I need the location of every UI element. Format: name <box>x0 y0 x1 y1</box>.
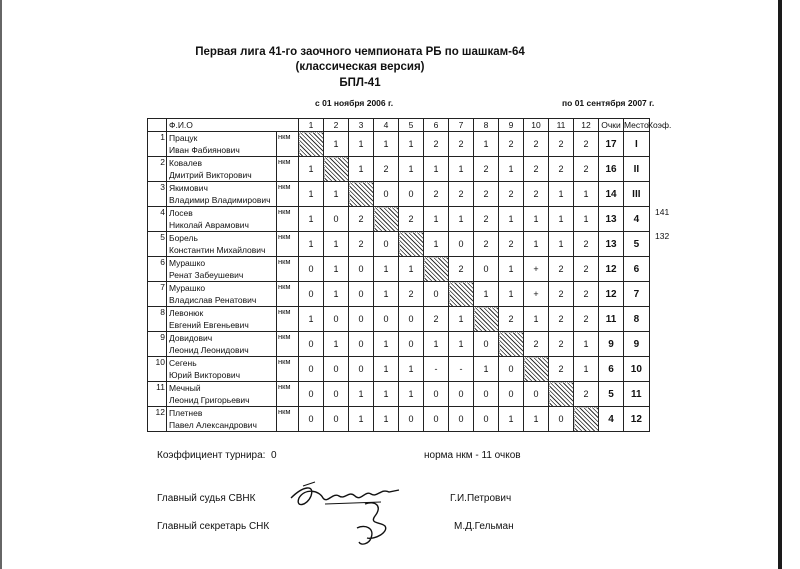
header-place: Место <box>624 120 649 130</box>
result-cell: 1 <box>499 157 524 182</box>
place-cell: 5 <box>624 232 650 257</box>
place-cell: 6 <box>624 257 650 282</box>
player-name <box>167 407 277 432</box>
diagonal-cell <box>349 182 374 207</box>
result-cell: 1 <box>399 257 424 282</box>
result-cell: 1 <box>574 332 599 357</box>
result-cell: 2 <box>574 132 599 157</box>
player-name <box>167 382 277 407</box>
result-cell: 1 <box>349 157 374 182</box>
result-cell: 1 <box>374 382 399 407</box>
result-cell: 1 <box>374 357 399 382</box>
result-cell: 1 <box>399 357 424 382</box>
result-cell: 0 <box>449 232 474 257</box>
header-round: 8 <box>474 119 499 132</box>
header-points: Очки <box>599 119 624 132</box>
result-cell: 0 <box>299 382 324 407</box>
player-surname: Якимович <box>169 183 208 193</box>
player-name <box>167 132 277 157</box>
player-name <box>167 282 277 307</box>
result-cell: 1 <box>324 232 349 257</box>
result-cell: 1 <box>324 132 349 157</box>
result-cell: 0 <box>349 332 374 357</box>
secretary-name: М.Д.Гельман <box>454 521 514 532</box>
result-cell: 1 <box>349 382 374 407</box>
result-cell: 0 <box>499 357 524 382</box>
result-cell: 0 <box>299 282 324 307</box>
result-cell: 2 <box>549 157 574 182</box>
points-cell: 12 <box>599 257 624 282</box>
player-given-names: Ренат Забеушевич <box>169 270 244 280</box>
result-cell: 1 <box>424 157 449 182</box>
table-row <box>148 132 650 157</box>
result-cell: 1 <box>424 332 449 357</box>
result-cell: 0 <box>524 382 549 407</box>
result-cell: 0 <box>549 407 574 432</box>
diagonal-cell <box>549 382 574 407</box>
table-row <box>148 382 650 407</box>
result-cell: 1 <box>449 307 474 332</box>
result-cell: 2 <box>549 307 574 332</box>
diagonal-cell <box>474 307 499 332</box>
place-cell: 8 <box>624 307 650 332</box>
result-cell: 0 <box>449 407 474 432</box>
player-name <box>167 332 277 357</box>
result-cell: 2 <box>474 207 499 232</box>
result-cell: 2 <box>549 357 574 382</box>
result-cell: 1 <box>324 332 349 357</box>
player-name <box>167 357 277 382</box>
header-round: 9 <box>499 119 524 132</box>
result-cell: 0 <box>424 382 449 407</box>
norm-cell: нкм <box>277 132 299 157</box>
table-row <box>148 282 650 307</box>
result-cell: 2 <box>449 257 474 282</box>
row-number: 6 <box>148 257 167 282</box>
player-surname: Борель <box>169 233 198 243</box>
player-given-names: Владислав Ренатович <box>169 295 257 305</box>
koef-header: Коэф. <box>648 120 672 130</box>
result-cell: + <box>524 257 549 282</box>
result-cell: 0 <box>474 407 499 432</box>
result-cell: - <box>424 357 449 382</box>
result-cell: 0 <box>474 382 499 407</box>
result-cell: 2 <box>549 132 574 157</box>
result-cell: 0 <box>324 407 349 432</box>
result-cell: 1 <box>524 307 549 332</box>
result-cell: 2 <box>474 232 499 257</box>
norm-cell: нкм <box>277 207 299 232</box>
player-surname: Мурашко <box>169 258 206 268</box>
row-number: 5 <box>148 232 167 257</box>
result-cell: 2 <box>374 157 399 182</box>
result-cell: 2 <box>449 182 474 207</box>
result-cell: 2 <box>549 257 574 282</box>
row-number: 11 <box>148 382 167 407</box>
player-given-names: Леонид Григорьевич <box>169 395 250 405</box>
diagonal-cell <box>299 132 324 157</box>
place-cell: 4 <box>624 207 650 232</box>
result-cell: 1 <box>374 132 399 157</box>
norm-cell: нкм <box>277 257 299 282</box>
result-cell: 2 <box>524 132 549 157</box>
result-cell: 1 <box>399 382 424 407</box>
result-cell: 0 <box>499 382 524 407</box>
result-cell: 1 <box>299 232 324 257</box>
table-row <box>148 357 650 382</box>
header-round: 4 <box>374 119 399 132</box>
result-cell: - <box>449 357 474 382</box>
result-cell: 1 <box>349 132 374 157</box>
result-cell: 2 <box>574 382 599 407</box>
table-row <box>148 182 650 207</box>
result-cell: 2 <box>499 132 524 157</box>
points-cell: 5 <box>599 382 624 407</box>
title-line-2: (классическая версия) <box>295 61 425 73</box>
result-cell: 2 <box>399 207 424 232</box>
diagonal-cell <box>449 282 474 307</box>
result-cell: 0 <box>349 257 374 282</box>
result-cell: 1 <box>424 207 449 232</box>
player-given-names: Николай Аврамович <box>169 220 249 230</box>
diagonal-cell <box>499 332 524 357</box>
player-surname: Працук <box>169 133 198 143</box>
row-number: 1 <box>148 132 167 157</box>
result-cell: 0 <box>299 257 324 282</box>
result-cell: 1 <box>499 207 524 232</box>
coef-value: 0 <box>271 450 277 461</box>
result-cell: 1 <box>324 257 349 282</box>
secretary-signature <box>345 498 405 550</box>
result-cell: 0 <box>349 307 374 332</box>
table-row <box>148 407 650 432</box>
crosstable <box>147 118 650 432</box>
place-cell: 7 <box>624 282 650 307</box>
result-cell: 1 <box>524 207 549 232</box>
result-cell: 2 <box>424 307 449 332</box>
points-cell: 6 <box>599 357 624 382</box>
norm-text: норма нкм - 11 очков <box>424 450 521 461</box>
points-cell: 4 <box>599 407 624 432</box>
player-name <box>167 182 277 207</box>
result-cell: 1 <box>374 407 399 432</box>
points-cell: 16 <box>599 157 624 182</box>
scan-left-edge <box>0 0 2 569</box>
points-cell: 13 <box>599 207 624 232</box>
player-surname: Довидович <box>169 333 213 343</box>
norm-cell: нкм <box>277 382 299 407</box>
result-cell: 2 <box>449 132 474 157</box>
norm-cell: нкм <box>277 157 299 182</box>
side-note: 141 <box>655 207 670 217</box>
result-cell: 1 <box>549 207 574 232</box>
norm-cell: нкм <box>277 407 299 432</box>
norm-cell: нкм <box>277 357 299 382</box>
result-cell: 0 <box>374 182 399 207</box>
player-name <box>167 232 277 257</box>
row-number: 10 <box>148 357 167 382</box>
player-name <box>167 307 277 332</box>
result-cell: 1 <box>299 207 324 232</box>
norm-cell: нкм <box>277 307 299 332</box>
result-cell: 2 <box>549 332 574 357</box>
player-name <box>167 157 277 182</box>
judge-name: Г.И.Петрович <box>450 493 512 504</box>
player-given-names: Евгений Евгеньевич <box>169 320 249 330</box>
result-cell: 2 <box>499 182 524 207</box>
result-cell: 2 <box>474 157 499 182</box>
place-cell: 10 <box>624 357 650 382</box>
row-number: 12 <box>148 407 167 432</box>
row-number: 7 <box>148 282 167 307</box>
result-cell: 2 <box>499 307 524 332</box>
row-number: 8 <box>148 307 167 332</box>
result-cell: 1 <box>399 157 424 182</box>
points-cell: 9 <box>599 332 624 357</box>
table-row <box>148 257 650 282</box>
header-round: 6 <box>424 119 449 132</box>
side-note: 132 <box>655 231 670 241</box>
table-row <box>148 307 650 332</box>
diagonal-cell <box>524 357 549 382</box>
result-cell: 1 <box>574 182 599 207</box>
result-cell: 1 <box>574 207 599 232</box>
diagonal-cell <box>324 157 349 182</box>
result-cell: 0 <box>424 282 449 307</box>
player-given-names: Константин Михайлович <box>169 245 266 255</box>
header-round: 7 <box>449 119 474 132</box>
date-from: с 01 ноября 2006 г. <box>315 98 394 108</box>
header-fio: Ф.И.О <box>167 119 299 132</box>
result-cell: 1 <box>574 357 599 382</box>
player-given-names: Леонид Леонидович <box>169 345 249 355</box>
result-cell: 2 <box>349 207 374 232</box>
norm-cell: нкм <box>277 332 299 357</box>
norm-cell: нкм <box>277 282 299 307</box>
result-cell: 0 <box>399 307 424 332</box>
header-round: 3 <box>349 119 374 132</box>
result-cell: 0 <box>374 307 399 332</box>
result-cell: 1 <box>324 282 349 307</box>
player-given-names: Павел Александрович <box>169 420 257 430</box>
result-cell: 0 <box>349 282 374 307</box>
result-cell: 1 <box>349 407 374 432</box>
result-cell: 1 <box>474 282 499 307</box>
place-cell: 12 <box>624 407 650 432</box>
title-line-3: БПЛ-41 <box>339 77 381 89</box>
place-cell: II <box>624 157 650 182</box>
result-cell: 2 <box>524 182 549 207</box>
result-cell: 1 <box>424 232 449 257</box>
result-cell: 1 <box>474 132 499 157</box>
result-cell: 2 <box>574 257 599 282</box>
place-cell: I <box>624 132 650 157</box>
result-cell: 1 <box>299 157 324 182</box>
coef-label: Коэффициент турнира: <box>157 450 266 461</box>
header-round: 5 <box>399 119 424 132</box>
result-cell: 0 <box>324 307 349 332</box>
result-cell: 1 <box>399 132 424 157</box>
result-cell: 1 <box>299 307 324 332</box>
result-cell: 1 <box>549 182 574 207</box>
coef-line <box>157 450 277 461</box>
points-cell: 11 <box>599 307 624 332</box>
result-cell: 1 <box>499 257 524 282</box>
result-cell: 1 <box>374 282 399 307</box>
result-cell: + <box>524 282 549 307</box>
player-given-names: Владимир Владимирович <box>169 195 271 205</box>
table-row <box>148 332 650 357</box>
result-cell: 2 <box>574 157 599 182</box>
result-cell: 2 <box>574 282 599 307</box>
result-cell: 2 <box>474 182 499 207</box>
result-cell: 0 <box>399 332 424 357</box>
result-cell: 1 <box>524 232 549 257</box>
title-line-1: Первая лига 41-го заочного чемпионата РБ по шашкам-64 <box>195 46 525 58</box>
points-cell: 12 <box>599 282 624 307</box>
result-cell: 1 <box>299 182 324 207</box>
result-cell: 0 <box>399 407 424 432</box>
result-cell: 0 <box>399 182 424 207</box>
player-surname: Сегень <box>169 358 197 368</box>
secretary-label: Главный секретарь СНК <box>157 521 270 532</box>
player-surname: Лосев <box>169 208 193 218</box>
result-cell: 1 <box>449 207 474 232</box>
points-cell: 14 <box>599 182 624 207</box>
result-cell: 1 <box>374 257 399 282</box>
date-to: по 01 сентября 2007 г. <box>562 98 655 108</box>
place-cell: III <box>624 182 650 207</box>
row-number: 3 <box>148 182 167 207</box>
diagonal-cell <box>399 232 424 257</box>
header-round: 10 <box>524 119 549 132</box>
result-cell: 1 <box>449 157 474 182</box>
player-surname: Левонюк <box>169 308 204 318</box>
result-cell: 2 <box>499 232 524 257</box>
result-cell: 0 <box>299 357 324 382</box>
result-cell: 0 <box>324 382 349 407</box>
result-cell: 0 <box>299 407 324 432</box>
table-row <box>148 157 650 182</box>
points-cell: 17 <box>599 132 624 157</box>
diagonal-cell <box>574 407 599 432</box>
result-cell: 1 <box>549 232 574 257</box>
header-round: 2 <box>324 119 349 132</box>
table-row <box>148 207 650 232</box>
result-cell: 1 <box>374 332 399 357</box>
result-cell: 0 <box>424 407 449 432</box>
result-cell: 2 <box>424 132 449 157</box>
result-cell: 0 <box>349 357 374 382</box>
result-cell: 2 <box>524 332 549 357</box>
scan-right-edge <box>778 0 782 569</box>
result-cell: 1 <box>499 282 524 307</box>
result-cell: 0 <box>324 357 349 382</box>
result-cell: 2 <box>399 282 424 307</box>
diagonal-cell <box>374 207 399 232</box>
result-cell: 0 <box>474 257 499 282</box>
result-cell: 0 <box>299 332 324 357</box>
player-given-names: Иван Фабиянович <box>169 145 240 155</box>
place-cell: 9 <box>624 332 650 357</box>
header-round: 1 <box>299 119 324 132</box>
result-cell: 1 <box>499 407 524 432</box>
header-num-cell <box>148 119 167 132</box>
result-cell: 0 <box>474 332 499 357</box>
result-cell: 2 <box>424 182 449 207</box>
player-surname: Плетнев <box>169 408 203 418</box>
table-row <box>148 232 650 257</box>
diagonal-cell <box>424 257 449 282</box>
judge-label: Главный судья СВНК <box>157 493 256 504</box>
place-cell: 11 <box>624 382 650 407</box>
row-number: 9 <box>148 332 167 357</box>
player-surname: Ковалев <box>169 158 203 168</box>
result-cell: 1 <box>524 407 549 432</box>
result-cell: 0 <box>374 232 399 257</box>
row-number: 4 <box>148 207 167 232</box>
result-cell: 2 <box>349 232 374 257</box>
points-cell: 13 <box>599 232 624 257</box>
header-round: 12 <box>574 119 599 132</box>
result-cell: 2 <box>549 282 574 307</box>
result-cell: 1 <box>474 357 499 382</box>
player-name <box>167 257 277 282</box>
row-number: 2 <box>148 157 167 182</box>
norm-cell: нкм <box>277 182 299 207</box>
result-cell: 0 <box>324 207 349 232</box>
norm-cell: нкм <box>277 232 299 257</box>
player-surname: Мечный <box>169 383 201 393</box>
header-row <box>148 119 650 132</box>
player-given-names: Дмитрий Викторович <box>169 170 252 180</box>
player-surname: Мурашко <box>169 283 206 293</box>
header-round: 11 <box>549 119 574 132</box>
result-cell: 1 <box>449 332 474 357</box>
result-cell: 2 <box>574 307 599 332</box>
player-given-names: Юрий Викторович <box>169 370 241 380</box>
result-cell: 0 <box>449 382 474 407</box>
result-cell: 2 <box>524 157 549 182</box>
result-cell: 1 <box>324 182 349 207</box>
result-cell: 2 <box>574 232 599 257</box>
player-name <box>167 207 277 232</box>
